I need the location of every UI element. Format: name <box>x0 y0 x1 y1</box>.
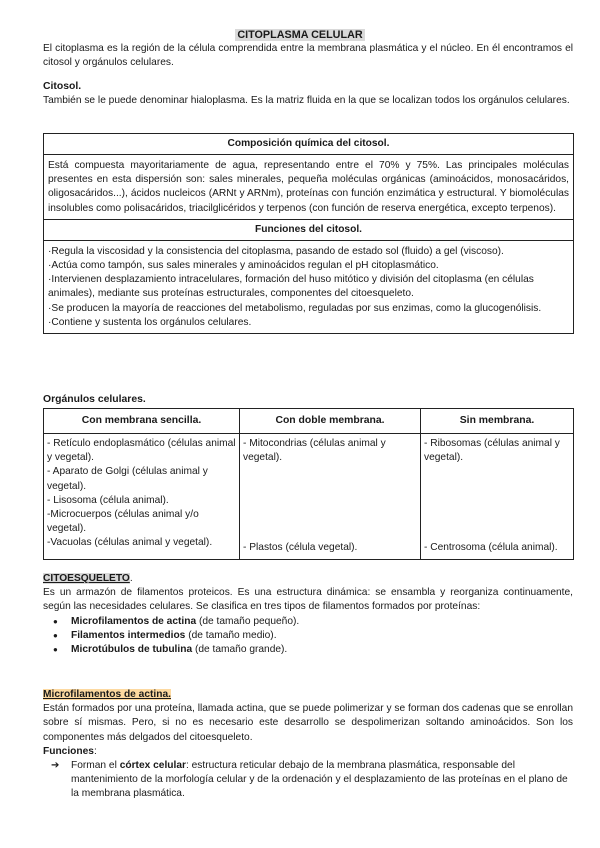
list-item <box>71 629 573 643</box>
list-item: - Plastos (célula vegetal). <box>243 541 358 553</box>
microfilamentos-funciones-line <box>43 745 573 759</box>
cell-doble <box>240 434 421 560</box>
cell-sencilla <box>44 434 240 560</box>
col-header-doble: Con doble membrana. <box>240 409 421 434</box>
composicion-heading: Composición química del citosol. <box>44 134 573 155</box>
citoesqueleto-types-list <box>43 615 573 658</box>
type-size: (de tamaño medio). <box>185 629 277 641</box>
list-item <box>71 759 573 802</box>
citoesqueleto-heading: CITOESQUELETO <box>43 573 130 584</box>
intro-paragraph: El citoplasma es la región de la célula comprendida entre la membrana plasmática y el núcleo. En él encontramos el citosol y orgánulos celulares. <box>43 43 573 69</box>
list-item: -Microcuerpos (células animal y/o vegetal). <box>47 509 199 535</box>
col-header-sencilla: Con membrana sencilla. <box>44 409 240 434</box>
funciones-heading: Funciones del citosol. <box>44 219 573 241</box>
organulos-heading: Orgánulos celulares. <box>43 394 146 405</box>
microfilamentos-funciones-label: Funciones <box>43 745 94 757</box>
citoesqueleto-text: Es un armazón de filamentos proteicos. Es una estructura dinámica: se ensambla y reorganiza continuamente, según las necesidades celulares. Se clasifica en tres tipos de filamentos formados por proteínas: <box>43 587 573 613</box>
citosol-section <box>43 80 573 108</box>
table-header-row <box>44 409 574 434</box>
funciones-list <box>44 241 573 333</box>
funcion-item: ·Intervienen desplazamiento intracelulares, formación del huso mitótico y división del citoplasma (en células animales), mediante sus proteínas estructurales, componentes del citoesqueleto. <box>48 274 534 300</box>
citoesqueleto-heading-dot: . <box>129 573 133 584</box>
list-item: - Centrosoma (célula animal). <box>424 541 558 553</box>
microfilamentos-text: Están formados por una proteína, llamada actina, que se puede polimerizar y se forman dos cadenas que se enrollan sobre sí mismas. Pero, si no es necesario este desarrollo se despolimerizan soltando aminoácidos. Son los componentes más delgados del citoesqueleto. <box>43 703 573 743</box>
microfilamentos-heading: Microfilamentos de actina. <box>43 689 171 700</box>
citoesqueleto-heading-line <box>43 572 573 586</box>
page-title <box>0 28 600 43</box>
cell-sin <box>421 434 574 560</box>
table-row <box>44 434 574 560</box>
list-item: - Ribosomas (células animal y vegetal). <box>424 438 560 464</box>
list-item: - Mitocondrias (células animal y vegetal). <box>243 438 386 464</box>
microfilamentos-funciones-list <box>43 759 573 802</box>
col-header-sin: Sin membrana. <box>421 409 574 434</box>
funcion-item: ·Se producen la mayoría de reacciones del metabolismo, reguladas por sus enzimas, como la glucogenólisis. <box>48 302 542 314</box>
list-item: - Aparato de Golgi (células animal y vegetal). <box>47 466 208 492</box>
list-item: - Retículo endoplasmático (células animal y vegetal). <box>47 438 236 464</box>
citosol-heading: Citosol. <box>43 81 82 92</box>
type-name: Filamentos intermedios <box>71 629 186 641</box>
composicion-box <box>43 133 574 334</box>
list-item: -Vacuolas (células animal y vegetal). <box>47 537 213 549</box>
composicion-text: Está compuesta mayoritariamente de agua, representando entre el 70% y 75%. Las principales moléculas presentes en esta dispersión son: sales minerales, pequeña moléculas orgánicas (aminoácidos, monosacáridos, oligosacáridos...), ácidos nucleicos (ARNt y ARNm), proteínas con función enzimática y estructural. Y biomoléculas insolubles como polisacáridos, triacilglicéridos y terpenos (con función de reserva energética, excepto terpenos). <box>48 160 569 214</box>
type-name: Microfilamentos de actina <box>71 615 197 627</box>
funciones-colon: : <box>93 745 97 757</box>
organulos-table <box>43 408 574 560</box>
microfilamentos-heading-line <box>43 688 573 702</box>
item-pre: Forman el <box>71 760 120 772</box>
item-rest: : estructura reticular debajo de la membrana plasmática, responsable del mantenimiento de la morfología celular y de la ordenación y el desplazamiento de las proteínas en el plano de la membrana plasmática. <box>71 760 568 800</box>
funcion-item: ·Contiene y sustenta los orgánulos celulares. <box>48 316 252 328</box>
type-size: (de tamaño pequeño). <box>196 615 300 627</box>
title-text: CITOPLASMA CELULAR <box>237 29 363 41</box>
funcion-item: ·Regula la viscosidad y la consistencia del citoplasma, pasando de estado sol (fluido) a gel (viscoso). <box>48 245 504 257</box>
citosol-text: También se le puede denominar hialoplasma. Es la matriz fluida en la que se localizan todos los orgánulos celulares. <box>43 95 570 107</box>
item-bold: córtex celular <box>119 760 186 772</box>
list-item <box>71 643 573 657</box>
type-name: Microtúbulos de tubulina <box>71 644 193 656</box>
microfilamentos-section <box>43 688 573 802</box>
type-size: (de tamaño grande). <box>192 644 288 656</box>
list-item <box>71 615 573 629</box>
list-item: - Lisosoma (célula animal). <box>47 494 169 506</box>
funcion-item: ·Actúa como tampón, sus sales minerales y aminoácidos regulan el pH citoplasmático. <box>48 260 439 272</box>
citoesqueleto-section <box>43 572 573 657</box>
